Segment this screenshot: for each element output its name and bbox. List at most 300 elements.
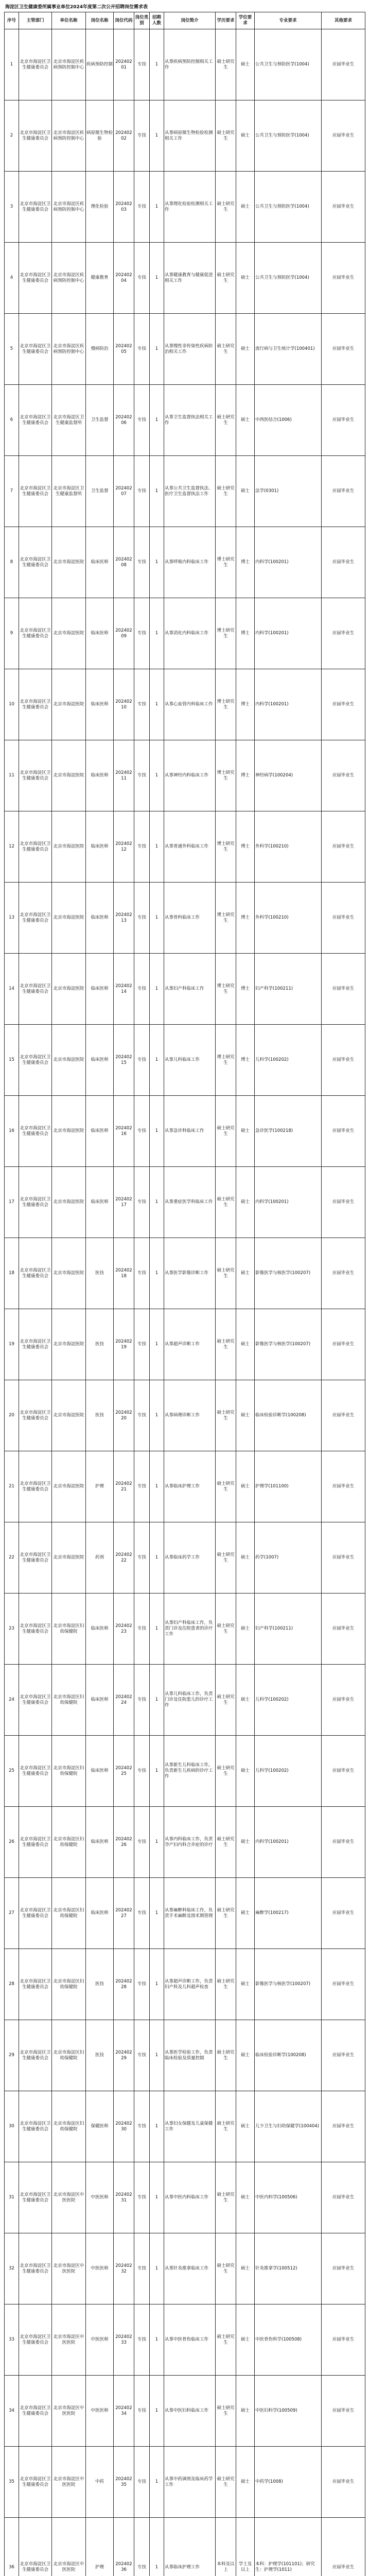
- table-body: [5, 29, 365, 2576]
- cell-other: 应届毕业生: [322, 740, 365, 811]
- cell-code: 20240201: [114, 29, 134, 100]
- cell-desc: 从事妇产科临床工作，负责门诊及住院患者的诊疗工作: [164, 1594, 216, 1665]
- cell-code: 20240227: [114, 1878, 134, 1949]
- cell-edu: 本科及以上: [216, 2518, 236, 2576]
- cell-code: 20240214: [114, 954, 134, 1025]
- cell-code: 20240236: [114, 2518, 134, 2576]
- cell-edu: 硕士研究生: [216, 1665, 236, 1736]
- cell-other: 应届毕业生: [322, 29, 365, 100]
- cell-post: 护理: [86, 2518, 114, 2576]
- cell-unit: 北京市海淀区妇幼保健院: [52, 1736, 86, 1807]
- cell-other: 应届毕业生: [322, 2233, 365, 2304]
- cell-desc: 从事疾病预防控制相关工作: [164, 29, 216, 100]
- column-header: 招聘人数: [150, 12, 164, 29]
- cell-post: 临床医师: [86, 1594, 114, 1665]
- cell-unit: 北京市海淀区妇幼保健院: [52, 1594, 86, 1665]
- cell-degree: 硕士: [236, 2376, 255, 2447]
- cell-dept: 北京市海淀区卫生健康委员会: [19, 811, 52, 883]
- cell-desc: 从事心血管内科临床工作: [164, 669, 216, 740]
- cell-num: 1: [150, 1309, 164, 1380]
- table-row: [5, 2162, 365, 2233]
- cell-num: 1: [150, 1380, 164, 1451]
- cell-no: 21: [5, 1451, 19, 1522]
- cell-major: 神经病学(100204): [255, 740, 322, 811]
- cell-edu: 硕士研究生: [216, 1522, 236, 1594]
- cell-desc: 从事儿科临床工作: [164, 1025, 216, 1096]
- cell-other: 应届毕业生: [322, 2447, 365, 2518]
- cell-no: 11: [5, 740, 19, 811]
- column-header: 岗位名称: [86, 12, 114, 29]
- cell-num: 1: [150, 385, 164, 456]
- column-header: 岗位简介: [164, 12, 216, 29]
- cell-edu: 博士研究生: [216, 1025, 236, 1096]
- table-row: [5, 2447, 365, 2518]
- cell-code: 20240210: [114, 669, 134, 740]
- table-row: [5, 100, 365, 172]
- cell-code: 20240205: [114, 314, 134, 385]
- cell-edu: 博士研究生: [216, 669, 236, 740]
- cell-num: 1: [150, 2162, 164, 2233]
- cell-degree: 博士: [236, 1025, 255, 1096]
- cell-type: 专技: [134, 2091, 150, 2162]
- cell-desc: 从事儿科临床工作，负责门诊及住院患儿的诊疗工作: [164, 1665, 216, 1736]
- cell-dept: 北京市海淀区卫生健康委员会: [19, 883, 52, 954]
- cell-desc: 从事麻醉科临床工作，负责手术麻醉及围术期管理: [164, 1878, 216, 1949]
- table-row: [5, 172, 365, 243]
- cell-post: 慢病防治: [86, 314, 114, 385]
- cell-degree: 硕士: [236, 2162, 255, 2233]
- cell-num: 1: [150, 1949, 164, 2020]
- cell-type: 专技: [134, 1807, 150, 1878]
- table-row: [5, 1665, 365, 1736]
- cell-num: 1: [150, 954, 164, 1025]
- column-header: 单位名称: [52, 12, 86, 29]
- cell-other: 应届毕业生: [322, 1949, 365, 2020]
- cell-edu: 硕士研究生: [216, 1451, 236, 1522]
- cell-desc: 从事呼吸内科临床工作: [164, 527, 216, 598]
- cell-post: 中医医师: [86, 2376, 114, 2447]
- cell-post: 护理: [86, 1451, 114, 1522]
- cell-major: 妇产科学(100211): [255, 954, 322, 1025]
- cell-unit: 北京市海淀医院: [52, 669, 86, 740]
- cell-num: 1: [150, 2447, 164, 2518]
- cell-edu: 硕士研究生: [216, 2091, 236, 2162]
- cell-no: 29: [5, 2020, 19, 2091]
- cell-major: 儿少卫生与妇幼保健学(100404): [255, 2091, 322, 2162]
- cell-major: 公共卫生与预防医学(1004): [255, 100, 322, 172]
- cell-type: 专技: [134, 2518, 150, 2576]
- cell-major: 内科学(100201): [255, 1167, 322, 1238]
- cell-code: 20240204: [114, 243, 134, 314]
- cell-unit: 北京市海淀医院: [52, 527, 86, 598]
- table-row: [5, 1451, 365, 1522]
- cell-type: 专技: [134, 527, 150, 598]
- cell-no: 5: [5, 314, 19, 385]
- cell-edu: 硕士研究生: [216, 1949, 236, 2020]
- table-row: [5, 456, 365, 527]
- cell-type: 专技: [134, 1309, 150, 1380]
- cell-other: 应届毕业生: [322, 2304, 365, 2376]
- table-row: [5, 1309, 365, 1380]
- cell-desc: 从事医学检验工作，负责临床检验及质量控制: [164, 2020, 216, 2091]
- table-row: [5, 598, 365, 669]
- cell-num: 1: [150, 883, 164, 954]
- cell-dept: 北京市海淀区卫生健康委员会: [19, 954, 52, 1025]
- cell-no: 24: [5, 1665, 19, 1736]
- cell-major: 影像医学与核医学(100207): [255, 1949, 322, 2020]
- cell-post: 临床医师: [86, 1736, 114, 1807]
- table-row: [5, 2518, 365, 2576]
- cell-major: 外科学(100210): [255, 883, 322, 954]
- cell-edu: 硕士研究生: [216, 1807, 236, 1878]
- cell-dept: 北京市海淀区卫生健康委员会: [19, 314, 52, 385]
- cell-desc: 从事超声诊断工作: [164, 1309, 216, 1380]
- cell-num: 1: [150, 1522, 164, 1594]
- cell-type: 专技: [134, 1025, 150, 1096]
- cell-desc: 从事慢性非传染性疾病防治相关工作: [164, 314, 216, 385]
- cell-other: 应届毕业生: [322, 2091, 365, 2162]
- cell-desc: 从事卫生监督执法相关工作: [164, 385, 216, 456]
- table-row: [5, 314, 365, 385]
- table-row: [5, 954, 365, 1025]
- cell-type: 专技: [134, 2162, 150, 2233]
- cell-post: 临床医师: [86, 669, 114, 740]
- cell-type: 专技: [134, 2233, 150, 2304]
- cell-no: 33: [5, 2304, 19, 2376]
- cell-desc: 从事医学影像诊断工作: [164, 1238, 216, 1309]
- cell-post: 医技: [86, 1238, 114, 1309]
- cell-edu: 硕士研究生: [216, 2233, 236, 2304]
- table-row: [5, 2091, 365, 2162]
- cell-code: 20240226: [114, 1807, 134, 1878]
- cell-other: 应届毕业生: [322, 598, 365, 669]
- column-header: 岗位类别: [134, 12, 150, 29]
- column-header: 学位要求: [236, 12, 255, 29]
- cell-no: 28: [5, 1949, 19, 2020]
- table-row: [5, 740, 365, 811]
- cell-no: 2: [5, 100, 19, 172]
- cell-num: 1: [150, 1807, 164, 1878]
- table-row: [5, 2020, 365, 2091]
- cell-post: 临床医师: [86, 954, 114, 1025]
- cell-desc: 从事针灸推拿临床工作: [164, 2233, 216, 2304]
- cell-code: 20240209: [114, 598, 134, 669]
- cell-type: 专技: [134, 669, 150, 740]
- cell-other: 应届毕业生: [322, 1238, 365, 1309]
- cell-desc: 从事病理诊断工作: [164, 1380, 216, 1451]
- cell-other: 应届毕业生: [322, 811, 365, 883]
- cell-post: 临床医师: [86, 1167, 114, 1238]
- cell-post: 临床医师: [86, 1807, 114, 1878]
- cell-dept: 北京市海淀区卫生健康委员会: [19, 598, 52, 669]
- cell-degree: 硕士: [236, 1878, 255, 1949]
- cell-unit: 北京市海淀区妇幼保健院: [52, 1949, 86, 2020]
- cell-major: 内科学(100201): [255, 598, 322, 669]
- cell-dept: 北京市海淀区卫生健康委员会: [19, 669, 52, 740]
- cell-num: 1: [150, 1096, 164, 1167]
- cell-dept: 北京市海淀区卫生健康委员会: [19, 1025, 52, 1096]
- cell-unit: 北京市海淀区疾病预防控制中心: [52, 29, 86, 100]
- cell-no: 8: [5, 527, 19, 598]
- cell-post: 临床医师: [86, 1878, 114, 1949]
- cell-no: 1: [5, 29, 19, 100]
- cell-degree: 博士: [236, 740, 255, 811]
- cell-major: 药学(1007): [255, 1522, 322, 1594]
- column-header: 学历要求: [216, 12, 236, 29]
- cell-dept: 北京市海淀区卫生健康委员会: [19, 2020, 52, 2091]
- cell-no: 17: [5, 1167, 19, 1238]
- cell-dept: 北京市海淀区卫生健康委员会: [19, 1665, 52, 1736]
- cell-type: 专技: [134, 883, 150, 954]
- cell-type: 专技: [134, 598, 150, 669]
- cell-desc: 从事新生儿科临床工作，负责新生儿疾病的诊疗工作: [164, 1736, 216, 1807]
- document: [4, 2, 365, 2576]
- cell-edu: 硕士研究生: [216, 1736, 236, 1807]
- cell-type: 专技: [134, 1522, 150, 1594]
- cell-num: 1: [150, 314, 164, 385]
- cell-major: 外科学(100210): [255, 811, 322, 883]
- cell-no: 30: [5, 2091, 19, 2162]
- cell-edu: 硕士研究生: [216, 2376, 236, 2447]
- cell-type: 专技: [134, 740, 150, 811]
- cell-code: 20240229: [114, 2020, 134, 2091]
- cell-code: 20240231: [114, 2162, 134, 2233]
- cell-desc: 从事神经内科临床工作: [164, 740, 216, 811]
- cell-desc: 从事普通外科临床工作: [164, 811, 216, 883]
- cell-no: 32: [5, 2233, 19, 2304]
- cell-code: 20240224: [114, 1665, 134, 1736]
- cell-code: 20240213: [114, 883, 134, 954]
- cell-code: 20240228: [114, 1949, 134, 2020]
- page-title: 海淀区卫生健康委所属事业单位2024年度第二次公开招聘岗位需求表: [5, 5, 148, 10]
- cell-edu: 博士研究生: [216, 954, 236, 1025]
- cell-num: 1: [150, 172, 164, 243]
- cell-unit: 北京市海淀区中医医院: [52, 2447, 86, 2518]
- cell-no: 9: [5, 598, 19, 669]
- cell-major: 儿科学(100202): [255, 1736, 322, 1807]
- cell-desc: 从事妇产科临床工作: [164, 954, 216, 1025]
- cell-unit: 北京市海淀医院: [52, 1025, 86, 1096]
- cell-unit: 北京市海淀区中医医院: [52, 2376, 86, 2447]
- cell-other: 应届毕业生: [322, 1522, 365, 1594]
- cell-post: 疾病预防控制: [86, 29, 114, 100]
- cell-post: 卫生监督: [86, 385, 114, 456]
- column-header: 专业要求: [255, 12, 322, 29]
- cell-unit: 北京市海淀区疾病预防控制中心: [52, 172, 86, 243]
- cell-no: 22: [5, 1522, 19, 1594]
- cell-degree: 硕士: [236, 1522, 255, 1594]
- cell-dept: 北京市海淀区卫生健康委员会: [19, 29, 52, 100]
- recruitment-table: [4, 12, 365, 2576]
- cell-no: 19: [5, 1309, 19, 1380]
- cell-unit: 北京市海淀区疾病预防控制中心: [52, 100, 86, 172]
- cell-post: 临床医师: [86, 811, 114, 883]
- cell-num: 1: [150, 2091, 164, 2162]
- cell-other: 应届毕业生: [322, 1096, 365, 1167]
- cell-major: 临床检验诊断学(100208): [255, 2020, 322, 2091]
- cell-post: 卫生监督: [86, 456, 114, 527]
- table-row: [5, 1878, 365, 1949]
- cell-unit: 北京市海淀区妇幼保健院: [52, 2091, 86, 2162]
- cell-edu: 硕士研究生: [216, 1309, 236, 1380]
- cell-post: 保健医师: [86, 2091, 114, 2162]
- cell-code: 20240222: [114, 1522, 134, 1594]
- cell-edu: 博士研究生: [216, 740, 236, 811]
- cell-other: 应届毕业生: [322, 243, 365, 314]
- cell-no: 13: [5, 883, 19, 954]
- cell-no: 10: [5, 669, 19, 740]
- cell-type: 专技: [134, 100, 150, 172]
- cell-num: 1: [150, 740, 164, 811]
- cell-dept: 北京市海淀区卫生健康委员会: [19, 2091, 52, 2162]
- cell-num: 1: [150, 100, 164, 172]
- cell-major: 临床检验诊断学(100208): [255, 1380, 322, 1451]
- cell-post: 医技: [86, 2020, 114, 2091]
- cell-unit: 北京市海淀医院: [52, 811, 86, 883]
- cell-major: 公共卫生与预防医学(1004): [255, 172, 322, 243]
- cell-dept: 北京市海淀区卫生健康委员会: [19, 1167, 52, 1238]
- cell-unit: 北京市海淀区中医医院: [52, 2233, 86, 2304]
- cell-dept: 北京市海淀区卫生健康委员会: [19, 2304, 52, 2376]
- cell-major: 内科学(100201): [255, 527, 322, 598]
- cell-edu: 硕士研究生: [216, 2020, 236, 2091]
- cell-major: 妇产科学(100211): [255, 1594, 322, 1665]
- cell-type: 专技: [134, 2376, 150, 2447]
- cell-no: 3: [5, 172, 19, 243]
- cell-other: 应届毕业生: [322, 1025, 365, 1096]
- cell-type: 专技: [134, 811, 150, 883]
- cell-num: 1: [150, 2233, 164, 2304]
- cell-dept: 北京市海淀区卫生健康委员会: [19, 172, 52, 243]
- cell-degree: 硕士: [236, 385, 255, 456]
- cell-degree: 硕士: [236, 1451, 255, 1522]
- cell-other: 应届毕业生: [322, 2518, 365, 2576]
- column-header: 其他要求: [322, 12, 365, 29]
- cell-post: 临床医师: [86, 740, 114, 811]
- cell-edu: 硕士研究生: [216, 2162, 236, 2233]
- table-row: [5, 1238, 365, 1309]
- cell-major: 公共卫生与预防医学(1004): [255, 243, 322, 314]
- cell-dept: 北京市海淀区卫生健康委员会: [19, 1238, 52, 1309]
- cell-major: 急诊医学(100218): [255, 1096, 322, 1167]
- cell-code: 20240220: [114, 1380, 134, 1451]
- cell-degree: 博士: [236, 811, 255, 883]
- cell-other: 应届毕业生: [322, 883, 365, 954]
- cell-code: 20240233: [114, 2304, 134, 2376]
- cell-degree: 博士: [236, 598, 255, 669]
- cell-dept: 北京市海淀区卫生健康委员会: [19, 1451, 52, 1522]
- cell-num: 1: [150, 29, 164, 100]
- cell-type: 专技: [134, 1949, 150, 2020]
- cell-no: 12: [5, 811, 19, 883]
- cell-other: 应届毕业生: [322, 1736, 365, 1807]
- cell-other: 应届毕业生: [322, 2376, 365, 2447]
- cell-dept: 北京市海淀区卫生健康委员会: [19, 2162, 52, 2233]
- cell-type: 专技: [134, 2447, 150, 2518]
- cell-num: 1: [150, 1878, 164, 1949]
- cell-dept: 北京市海淀区卫生健康委员会: [19, 2233, 52, 2304]
- cell-edu: 硕士研究生: [216, 243, 236, 314]
- cell-other: 应届毕业生: [322, 1878, 365, 1949]
- cell-degree: 博士: [236, 669, 255, 740]
- cell-unit: 北京市海淀医院: [52, 598, 86, 669]
- cell-degree: 硕士: [236, 2304, 255, 2376]
- cell-code: 20240235: [114, 2447, 134, 2518]
- cell-no: 36: [5, 2518, 19, 2576]
- cell-other: 应届毕业生: [322, 1167, 365, 1238]
- cell-other: 应届毕业生: [322, 100, 365, 172]
- cell-edu: 硕士研究生: [216, 314, 236, 385]
- cell-num: 1: [150, 669, 164, 740]
- cell-other: 应届毕业生: [322, 1807, 365, 1878]
- cell-dept: 北京市海淀区卫生健康委员会: [19, 1096, 52, 1167]
- cell-post: 医技: [86, 1309, 114, 1380]
- table-row: [5, 1380, 365, 1451]
- cell-code: 20240219: [114, 1309, 134, 1380]
- cell-no: 16: [5, 1096, 19, 1167]
- cell-type: 专技: [134, 1736, 150, 1807]
- cell-degree: 硕士: [236, 29, 255, 100]
- cell-degree: 硕士: [236, 243, 255, 314]
- cell-degree: 博士: [236, 883, 255, 954]
- cell-type: 专技: [134, 29, 150, 100]
- cell-dept: 北京市海淀区卫生健康委员会: [19, 1949, 52, 2020]
- cell-edu: 博士研究生: [216, 598, 236, 669]
- cell-code: 20240218: [114, 1238, 134, 1309]
- cell-degree: 博士: [236, 527, 255, 598]
- cell-num: 1: [150, 598, 164, 669]
- cell-major: 儿科学(100202): [255, 1025, 322, 1096]
- cell-num: 1: [150, 1665, 164, 1736]
- cell-degree: 硕士: [236, 1380, 255, 1451]
- cell-other: 应届毕业生: [322, 527, 365, 598]
- cell-post: 中药: [86, 2447, 114, 2518]
- cell-unit: 北京市海淀区妇幼保健院: [52, 1878, 86, 1949]
- table-row: [5, 2376, 365, 2447]
- cell-post: 医技: [86, 1949, 114, 2020]
- table-row: [5, 1522, 365, 1594]
- cell-other: 应届毕业生: [322, 1451, 365, 1522]
- cell-code: 20240230: [114, 2091, 134, 2162]
- cell-post: 临床医师: [86, 598, 114, 669]
- cell-other: 应届毕业生: [322, 456, 365, 527]
- cell-num: 1: [150, 1736, 164, 1807]
- cell-type: 专技: [134, 456, 150, 527]
- cell-other: 应届毕业生: [322, 954, 365, 1025]
- cell-desc: 从事中药调剂及临床药学工作: [164, 2447, 216, 2518]
- cell-unit: 北京市海淀医院: [52, 1167, 86, 1238]
- cell-num: 1: [150, 811, 164, 883]
- cell-type: 专技: [134, 1878, 150, 1949]
- cell-post: 临床医师: [86, 527, 114, 598]
- cell-dept: 北京市海淀区卫生健康委员会: [19, 1736, 52, 1807]
- cell-degree: 硕士: [236, 456, 255, 527]
- cell-no: 31: [5, 2162, 19, 2233]
- cell-major: 麻醉学(100217): [255, 1878, 322, 1949]
- cell-other: 应届毕业生: [322, 172, 365, 243]
- cell-major: 中药学(1008): [255, 2447, 322, 2518]
- cell-code: 20240225: [114, 1736, 134, 1807]
- cell-desc: 从事妇女保健及儿童保健工作: [164, 2091, 216, 2162]
- cell-type: 专技: [134, 1665, 150, 1736]
- cell-code: 20240202: [114, 100, 134, 172]
- cell-major: 公共卫生与预防医学(1004): [255, 29, 322, 100]
- column-header: 岗位代码: [114, 12, 134, 29]
- cell-degree: 硕士: [236, 1665, 255, 1736]
- cell-degree: 硕士: [236, 1309, 255, 1380]
- table-row: [5, 1025, 365, 1096]
- cell-degree: 硕士: [236, 1096, 255, 1167]
